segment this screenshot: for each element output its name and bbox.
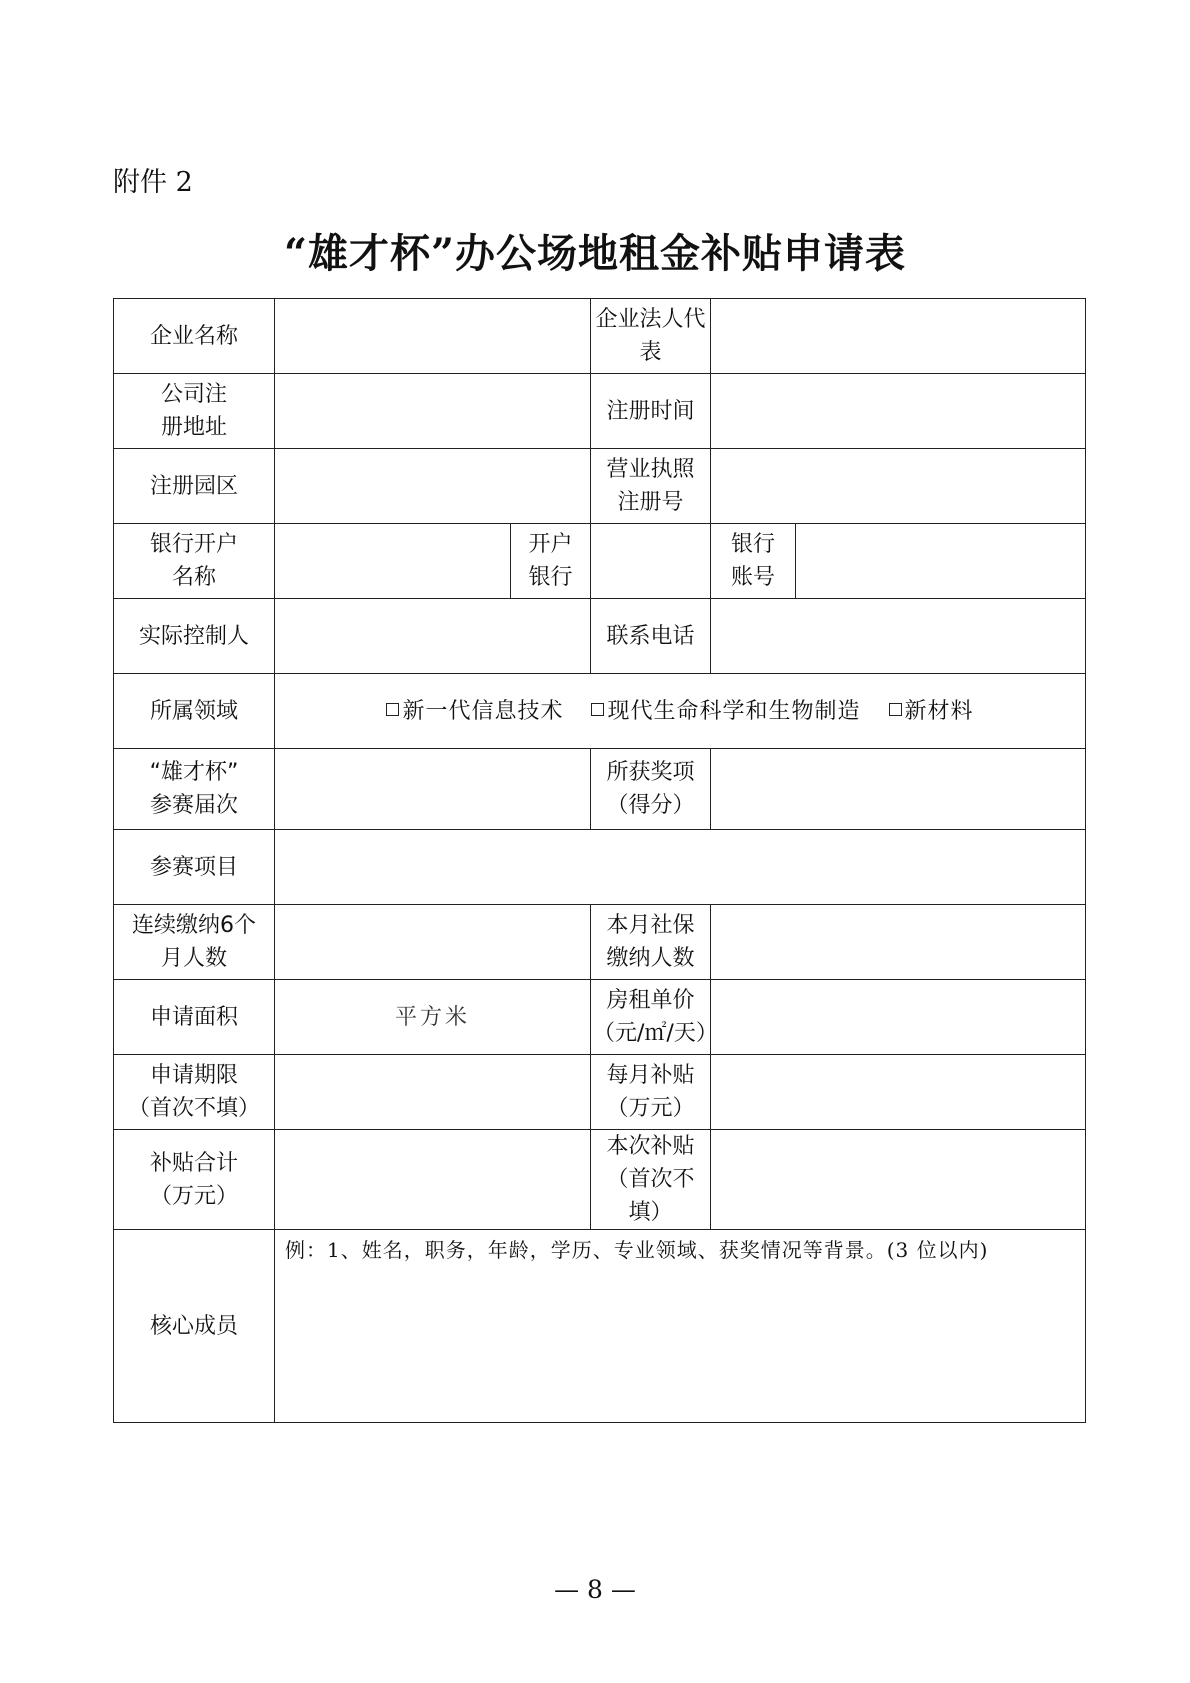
domain-option-materials[interactable]: [889, 699, 974, 724]
bank-account-name-label-line1: 银行开户: [149, 532, 238, 557]
legal-rep-label: 企业法人代表: [591, 299, 711, 374]
checkbox-icon[interactable]: [591, 703, 604, 716]
license-no-label: [591, 449, 711, 524]
rent-price-field[interactable]: [711, 980, 1086, 1055]
table-row: [114, 980, 1086, 1055]
table-row: [114, 374, 1086, 449]
domain-option-bio[interactable]: [591, 699, 860, 724]
month-social-label: [591, 905, 711, 980]
six-month-count-label-line2: 月人数: [160, 946, 227, 971]
reg-time-field[interactable]: [711, 374, 1086, 449]
bank-account-name-field[interactable]: [275, 524, 511, 599]
rent-price-label: [591, 980, 718, 1055]
session-field[interactable]: [275, 749, 591, 830]
project-field[interactable]: [275, 830, 1086, 905]
license-no-label-line2: 注册号: [617, 490, 684, 515]
this-subsidy-label-line1: 本次补贴: [606, 1134, 695, 1159]
license-no-field[interactable]: [711, 449, 1086, 524]
domain-option-bio-label: 现代生命科学和生物制造: [607, 698, 861, 724]
total-subsidy-field[interactable]: [275, 1130, 591, 1230]
monthly-subsidy-label: [591, 1055, 711, 1130]
license-no-label-line1: 营业执照: [606, 457, 695, 482]
award-label-line2: （得分）: [606, 793, 695, 818]
application-form-table: [113, 298, 1086, 1423]
bank-label-line2: 银行: [528, 565, 573, 590]
phone-label: 联系电话: [591, 599, 711, 674]
this-subsidy-field[interactable]: [711, 1130, 1086, 1230]
this-subsidy-label-line2: （首次不填）: [606, 1167, 695, 1225]
month-social-field[interactable]: [711, 905, 1086, 980]
bank-account-name-label: [114, 524, 275, 599]
total-subsidy-label-line2: （万元）: [149, 1183, 238, 1209]
month-social-label-line1: 本月社保: [606, 913, 695, 938]
session-label-line1: “雄才杯”: [149, 760, 239, 785]
domain-options: [275, 674, 1086, 749]
this-subsidy-label: [591, 1130, 711, 1230]
six-month-count-label-line1: 连续缴纳6个: [132, 913, 256, 938]
reg-park-field[interactable]: [275, 449, 591, 524]
six-month-count-label: [114, 905, 275, 980]
reg-time-label: 注册时间: [591, 374, 711, 449]
bank-account-name-label-line2: 名称: [171, 565, 216, 590]
table-row: [114, 1055, 1086, 1130]
project-label: 参赛项目: [114, 830, 275, 905]
award-label-line1: 所获奖项: [606, 760, 695, 785]
area-field[interactable]: [275, 980, 591, 1055]
checkbox-icon[interactable]: [386, 703, 399, 716]
reg-address-label-line1: 公司注: [160, 382, 227, 407]
domain-option-materials-label: 新材料: [904, 698, 974, 724]
table-row: [114, 1130, 1086, 1230]
award-field[interactable]: [711, 749, 1086, 830]
session-label-line2: 参赛届次: [149, 793, 238, 818]
rent-price-label-line2: （元/㎡/天）: [593, 1021, 718, 1046]
table-row: [114, 905, 1086, 980]
monthly-subsidy-label-line1: 每月补贴: [606, 1063, 695, 1088]
table-row: [114, 830, 1086, 905]
session-label: [114, 749, 275, 830]
period-label: [114, 1055, 275, 1130]
table-row: [114, 1230, 1086, 1423]
core-members-label: 核心成员: [114, 1230, 275, 1423]
bank-label: [511, 524, 591, 599]
core-members-field[interactable]: [275, 1230, 1086, 1423]
domain-label: 所属领域: [114, 674, 275, 749]
period-label-line1: 申请期限: [149, 1063, 238, 1088]
account-no-field[interactable]: [796, 524, 1086, 599]
total-subsidy-label: [114, 1130, 275, 1230]
six-month-count-field[interactable]: [275, 905, 591, 980]
page-number: — 8 —: [554, 1575, 636, 1604]
domain-option-it[interactable]: [386, 699, 563, 724]
bank-field[interactable]: [591, 524, 711, 599]
monthly-subsidy-label-line2: （万元）: [606, 1096, 695, 1121]
table-row: [114, 299, 1086, 374]
area-label: 申请面积: [114, 980, 275, 1055]
domain-option-it-label: 新一代信息技术: [402, 698, 564, 724]
table-row: [114, 599, 1086, 674]
controller-field[interactable]: [275, 599, 591, 674]
company-name-label: 企业名称: [114, 299, 275, 374]
table-row: [114, 524, 1086, 599]
period-field[interactable]: [275, 1055, 591, 1130]
company-name-field[interactable]: [275, 299, 591, 374]
form-title: “雄才杯”办公场地租金补贴申请表: [283, 230, 906, 277]
account-no-label: [711, 524, 796, 599]
bank-label-line1: 开户: [528, 532, 573, 557]
annex-label: 附件 2: [113, 167, 193, 198]
monthly-subsidy-field[interactable]: [711, 1055, 1086, 1130]
total-subsidy-label-line1: 补贴合计: [149, 1150, 238, 1176]
area-unit: 平方米: [394, 1004, 470, 1030]
account-no-label-line1: 银行: [730, 532, 775, 557]
account-no-label-line2: 账号: [730, 565, 775, 590]
table-row: [114, 449, 1086, 524]
controller-label: 实际控制人: [114, 599, 275, 674]
reg-address-label-line2: 册地址: [160, 415, 227, 440]
rent-price-label-line1: 房租单价: [606, 988, 695, 1013]
table-row: [114, 674, 1086, 749]
phone-field[interactable]: [711, 599, 1086, 674]
reg-address-label: [114, 374, 275, 449]
reg-address-field[interactable]: [275, 374, 591, 449]
checkbox-icon[interactable]: [889, 703, 902, 716]
reg-park-label: 注册园区: [114, 449, 275, 524]
table-row: [114, 749, 1086, 830]
period-label-line2: （首次不填）: [127, 1096, 260, 1121]
legal-rep-field[interactable]: [711, 299, 1086, 374]
award-label: [591, 749, 711, 830]
core-members-example: 例：1、姓名，职务，年龄，学历、专业领域、获奖情况等背景。(3 位以内): [285, 1238, 989, 1262]
month-social-label-line2: 缴纳人数: [606, 946, 695, 971]
